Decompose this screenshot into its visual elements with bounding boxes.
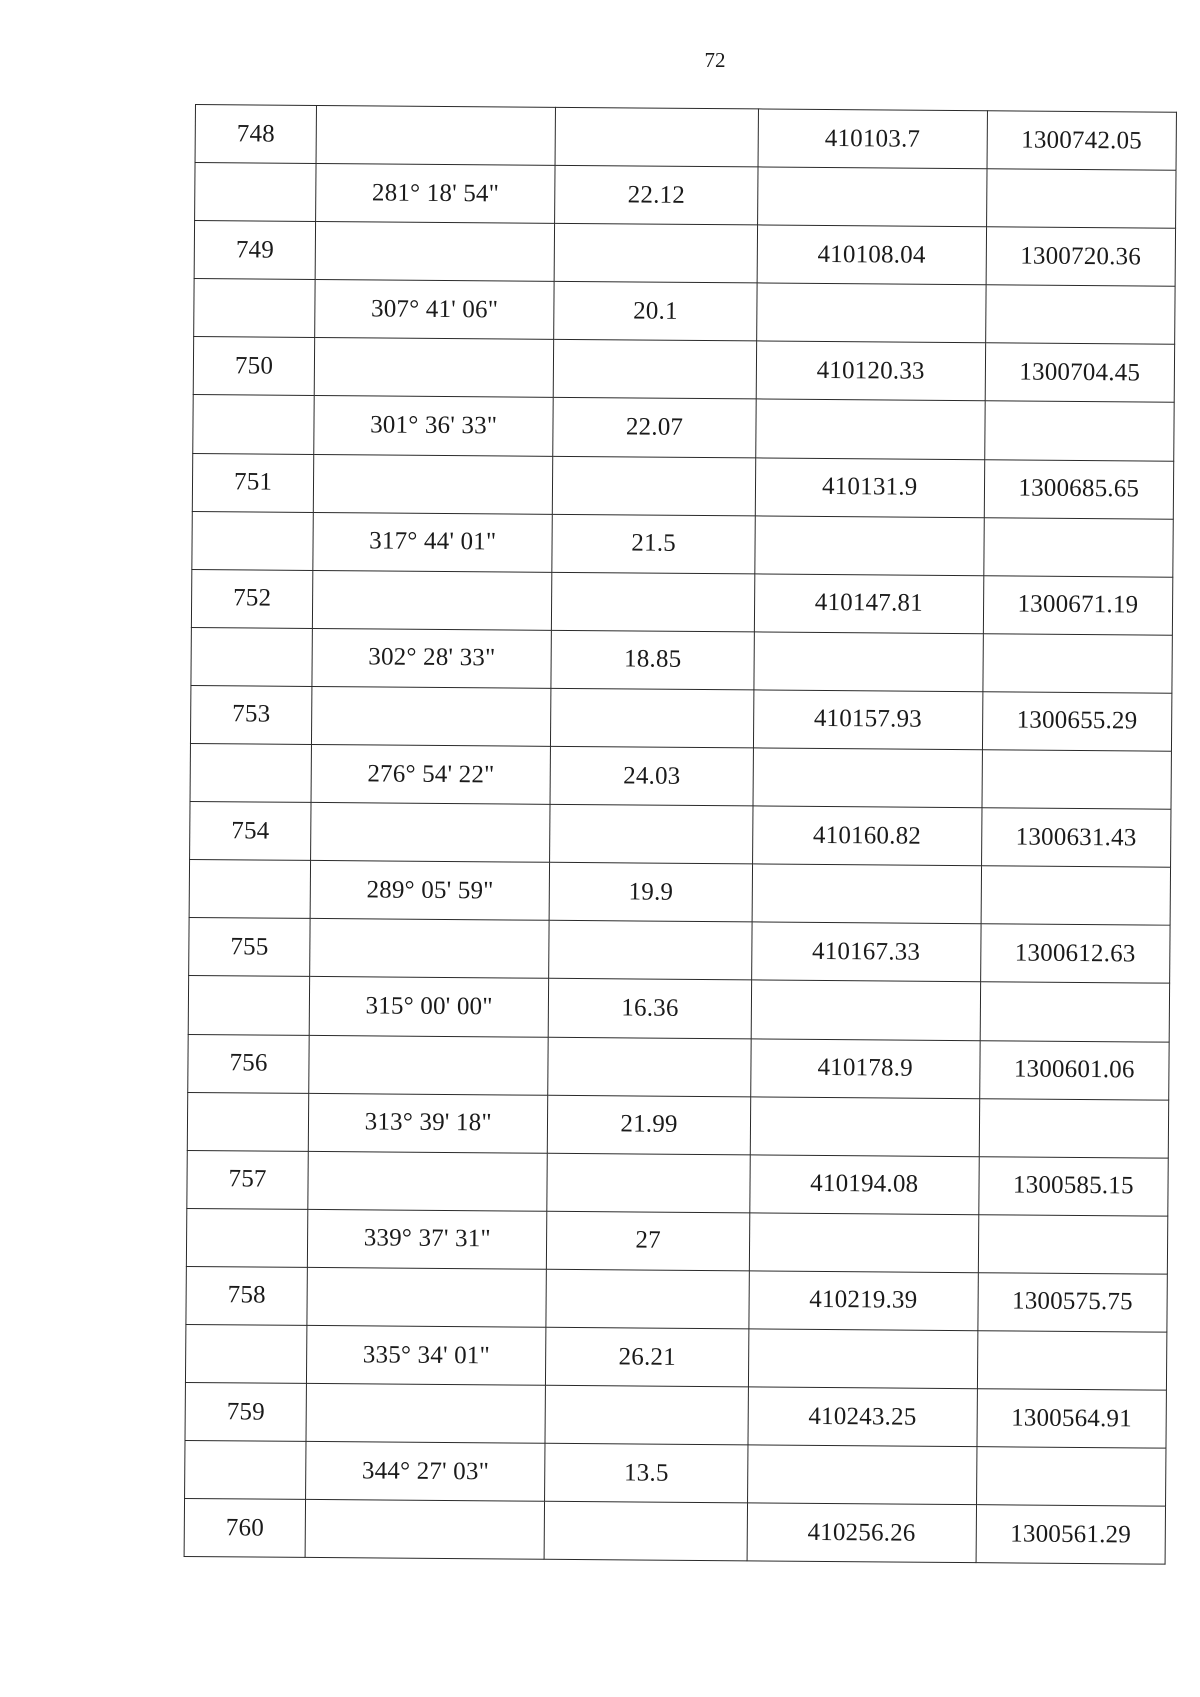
- x-coordinate-cell: [751, 980, 980, 1040]
- x-coordinate-cell: [752, 864, 981, 924]
- y-coordinate-cell: 1300564.91: [977, 1389, 1167, 1449]
- distance-cell: 13.5: [545, 1443, 748, 1503]
- point-row: [190, 685, 1171, 751]
- leg-row: [185, 1441, 1166, 1507]
- x-coordinate-cell: 410131.9: [755, 457, 984, 517]
- distance-cell: 26.21: [546, 1327, 749, 1387]
- distance-cell: [546, 1269, 749, 1329]
- distance-cell: 21.5: [552, 514, 755, 574]
- distance-cell: [547, 1153, 750, 1213]
- point-number-cell: [186, 1208, 308, 1267]
- bearing-cell: [308, 1151, 548, 1211]
- point-row: [187, 1150, 1168, 1216]
- point-row: [191, 569, 1172, 635]
- x-coordinate-cell: [757, 167, 986, 227]
- distance-cell: 27: [547, 1211, 750, 1271]
- x-coordinate-cell: [756, 283, 985, 343]
- x-coordinate-cell: [754, 632, 983, 692]
- x-coordinate-cell: [753, 748, 982, 808]
- y-coordinate-cell: [986, 169, 1176, 229]
- leg-row: [195, 163, 1176, 229]
- point-row: [195, 105, 1176, 171]
- y-coordinate-cell: 1300704.45: [985, 343, 1175, 403]
- x-coordinate-cell: [748, 1329, 977, 1389]
- point-number-cell: 756: [188, 1034, 310, 1093]
- point-row: [188, 1034, 1169, 1100]
- distance-cell: 18.85: [551, 630, 754, 690]
- y-coordinate-cell: 1300612.63: [980, 924, 1170, 984]
- x-coordinate-cell: [749, 1213, 978, 1273]
- x-coordinate-cell: 410243.25: [748, 1387, 977, 1447]
- y-coordinate-cell: [982, 750, 1172, 810]
- y-coordinate-cell: [976, 1447, 1166, 1507]
- bearing-cell: [310, 919, 550, 979]
- y-coordinate-cell: [981, 866, 1171, 926]
- y-coordinate-cell: 1300685.65: [984, 459, 1174, 519]
- bearing-cell: 335° 34' 01": [307, 1325, 547, 1385]
- bearing-cell: [313, 570, 553, 630]
- x-coordinate-cell: 410120.33: [756, 341, 985, 401]
- y-coordinate-cell: 1300655.29: [982, 692, 1172, 752]
- x-coordinate-cell: 410157.93: [753, 690, 982, 750]
- x-coordinate-cell: 410160.82: [752, 806, 981, 866]
- bearing-cell: [309, 1035, 549, 1095]
- distance-cell: 16.36: [548, 979, 751, 1039]
- x-coordinate-cell: 410194.08: [750, 1155, 979, 1215]
- point-number-cell: [191, 627, 313, 686]
- distance-cell: [544, 1502, 747, 1562]
- bearing-cell: [314, 338, 554, 398]
- point-number-cell: 758: [186, 1266, 308, 1325]
- bearing-cell: 344° 27' 03": [306, 1442, 546, 1502]
- x-coordinate-cell: 410219.39: [749, 1271, 978, 1331]
- y-coordinate-cell: [980, 982, 1170, 1042]
- bearing-cell: [306, 1383, 546, 1443]
- leg-row: [193, 395, 1174, 461]
- bearing-cell: 276° 54' 22": [311, 744, 551, 804]
- y-coordinate-cell: [984, 401, 1174, 461]
- point-number-cell: [190, 744, 312, 803]
- y-coordinate-cell: [983, 517, 1173, 577]
- point-number-cell: 754: [190, 802, 312, 861]
- distance-cell: [553, 340, 756, 400]
- leg-row: [189, 860, 1170, 926]
- bearing-cell: 317° 44' 01": [313, 512, 553, 572]
- distance-cell: 24.03: [550, 746, 753, 806]
- y-coordinate-cell: [978, 1214, 1168, 1274]
- leg-row: [185, 1324, 1166, 1390]
- point-row: [193, 337, 1174, 403]
- point-number-cell: [192, 511, 314, 570]
- y-coordinate-cell: 1300561.29: [976, 1505, 1166, 1565]
- point-row: [194, 221, 1175, 287]
- x-coordinate-cell: [750, 1096, 979, 1156]
- point-number-cell: [194, 279, 316, 338]
- y-coordinate-cell: 1300601.06: [979, 1040, 1169, 1100]
- point-number-cell: 755: [189, 918, 311, 977]
- distance-cell: 22.12: [555, 165, 758, 225]
- point-row: [184, 1499, 1165, 1565]
- point-number-cell: 752: [191, 569, 313, 628]
- distance-cell: [550, 804, 753, 864]
- y-coordinate-cell: [977, 1331, 1167, 1391]
- bearing-cell: 315° 00' 00": [309, 977, 549, 1037]
- bearing-cell: 313° 39' 18": [308, 1093, 548, 1153]
- y-coordinate-cell: 1300575.75: [978, 1273, 1168, 1333]
- page-number: 72: [704, 48, 726, 72]
- point-number-cell: 757: [187, 1150, 309, 1209]
- leg-row: [194, 279, 1175, 345]
- leg-row: [191, 627, 1172, 693]
- distance-cell: [555, 107, 758, 167]
- distance-cell: 22.07: [553, 398, 756, 458]
- x-coordinate-cell: 410147.81: [754, 574, 983, 634]
- x-coordinate-cell: 410256.26: [747, 1503, 976, 1563]
- bearing-cell: 302° 28' 33": [312, 628, 552, 688]
- bearing-cell: 281° 18' 54": [316, 164, 556, 224]
- x-coordinate-cell: [756, 399, 985, 459]
- point-number-cell: [189, 860, 311, 919]
- x-coordinate-cell: 410178.9: [751, 1038, 980, 1098]
- bearing-cell: [311, 803, 551, 863]
- point-number-cell: [195, 163, 317, 222]
- point-row: [185, 1383, 1166, 1449]
- bearing-cell: [312, 686, 552, 746]
- leg-row: [187, 1092, 1168, 1158]
- distance-cell: [551, 688, 754, 748]
- y-coordinate-cell: 1300671.19: [983, 575, 1173, 635]
- point-number-cell: [187, 1092, 309, 1151]
- leg-row: [188, 976, 1169, 1042]
- bearing-cell: [316, 105, 556, 165]
- x-coordinate-cell: 410103.7: [758, 109, 987, 169]
- x-coordinate-cell: 410108.04: [757, 225, 986, 285]
- x-coordinate-cell: 410167.33: [751, 922, 980, 982]
- leg-row: [186, 1208, 1167, 1274]
- y-coordinate-cell: 1300585.15: [978, 1156, 1168, 1216]
- distance-cell: [548, 1037, 751, 1097]
- distance-cell: [549, 921, 752, 981]
- coordinate-table-body: [184, 105, 1176, 1565]
- point-row: [190, 802, 1171, 868]
- y-coordinate-cell: [983, 634, 1173, 694]
- bearing-cell: 307° 41' 06": [315, 280, 555, 340]
- distance-cell: 19.9: [549, 863, 752, 923]
- bearing-cell: [305, 1500, 545, 1560]
- leg-row: [192, 511, 1173, 577]
- point-number-cell: 749: [194, 221, 316, 280]
- point-number-cell: 753: [190, 685, 312, 744]
- point-row: [189, 918, 1170, 984]
- leg-row: [190, 744, 1171, 810]
- y-coordinate-cell: 1300631.43: [981, 808, 1171, 868]
- x-coordinate-cell: [747, 1445, 976, 1505]
- distance-cell: [553, 456, 756, 516]
- distance-cell: 21.99: [548, 1095, 751, 1155]
- bearing-cell: [307, 1267, 547, 1327]
- bearing-cell: 289° 05' 59": [310, 861, 550, 921]
- y-coordinate-cell: [985, 285, 1175, 345]
- y-coordinate-cell: [979, 1098, 1169, 1158]
- point-number-cell: 759: [185, 1383, 307, 1442]
- point-number-cell: 760: [184, 1499, 306, 1558]
- bearing-cell: 301° 36' 33": [314, 396, 554, 456]
- y-coordinate-cell: 1300742.05: [987, 111, 1177, 171]
- bearing-cell: [315, 222, 555, 282]
- distance-cell: 20.1: [554, 282, 757, 342]
- distance-cell: [545, 1385, 748, 1445]
- bearing-cell: 339° 37' 31": [308, 1209, 548, 1269]
- distance-cell: [554, 224, 757, 284]
- point-number-cell: [193, 395, 315, 454]
- distance-cell: [552, 572, 755, 632]
- y-coordinate-cell: 1300720.36: [986, 227, 1176, 287]
- point-row: [186, 1266, 1167, 1332]
- point-number-cell: 748: [195, 105, 317, 164]
- point-number-cell: [188, 976, 310, 1035]
- x-coordinate-cell: [755, 516, 984, 576]
- point-number-cell: 751: [192, 453, 314, 512]
- point-row: [192, 453, 1173, 519]
- coordinate-table: [184, 104, 1177, 1565]
- point-number-cell: [185, 1441, 307, 1500]
- point-number-cell: 750: [193, 337, 315, 396]
- bearing-cell: [313, 454, 553, 514]
- point-number-cell: [185, 1324, 307, 1383]
